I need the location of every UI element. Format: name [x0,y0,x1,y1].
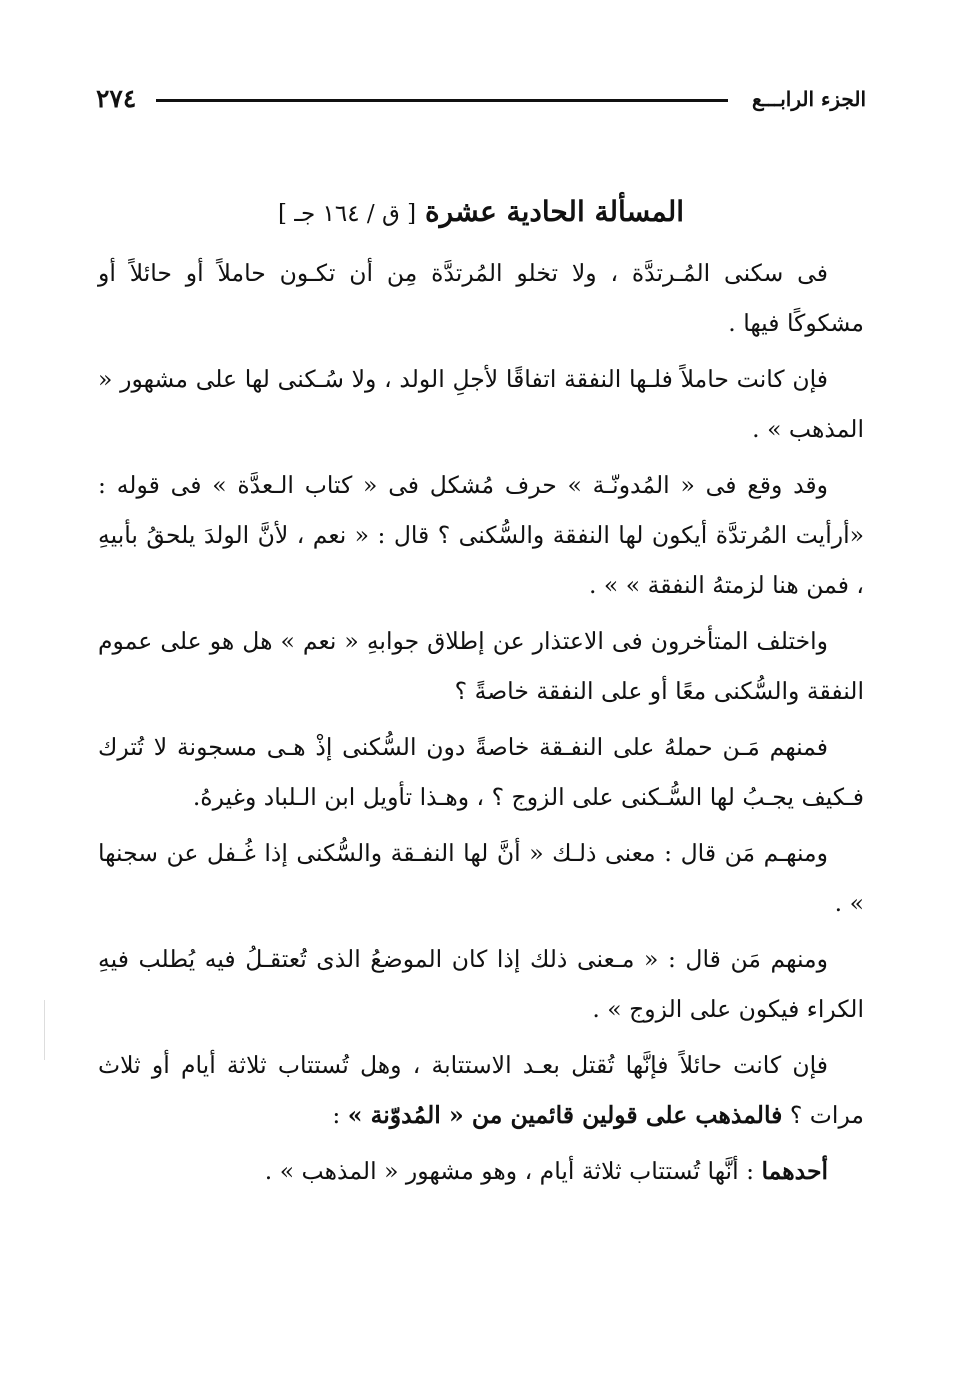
bold-phrase: فالمذهب على قولين قائمين من « المُدوّنة » [347,1101,783,1129]
paragraph-text: : أنَّها تُستتاب ثلاثة أيام ، وهو مشهور « المذهب » . [264,1157,762,1185]
paragraph: واختلف المتأخرون فى الاعتذار عن إطلاق جوابهِ « نعم » هل هو على عموم النفقة والسُّكنى معًا أو على النفقة خاصةً ؟ [98,627,864,705]
paragraph [98,1040,864,1140]
running-header [96,82,866,118]
bold-phrase: أحدهما [761,1157,828,1185]
page-body [98,188,864,1202]
part-title: الجزء الرابـــع [752,87,866,111]
section-title: المسألة الحادية عشرة [425,195,685,228]
paragraph: فإن كانت حاملاً فلـها النفقة اتفاقًا لأجلِ الولد ، ولا سُـكنى لها على مشهور « المذهب » . [98,365,864,443]
paragraph: فمنهم مَـن حملهُ على النفـقة خاصةً دون السُّكنى إذْ هـى مسجونة لا تُترك فـكيف يجـبُ لها السُّـكنى على الزوج ؟ ، وهـذا تأويل ابن الـلباد وغيرهُ. [98,733,864,811]
header-rule [156,99,728,102]
paragraph-text: : [332,1101,348,1129]
page-number: ٢٧٤ [96,84,137,113]
paragraph: فى سكنى المُـرتدَّة ، ولا تخلو المُرتدَّة مِن أن تكـون حاملاً أو حائلاً أو مشكوكًا فيها . [98,259,864,337]
manuscript-reference: [ ق / ١٦٤ جـ ] [277,201,417,227]
paragraph-text: فإن كانت حائلاً فإنَّها تُقتل بعـد الاستتابة ، وهل تُستتاب ثلاثة أيام أو ثلاث مرات ؟ [98,1051,864,1129]
paragraph: ومنهم مَن قال : « مـعنى ذلك إذا كان الموضعُ الذى تُعتقـلُ فيه يُطلب فيهِ الكراء فيكون على الزوج » . [98,945,864,1023]
section-heading [98,188,864,238]
paragraph: وقد وقع فى « المُدونّـة » حرف مُشكل فى « كتاب الـعدَّة » فى قوله : «أرأيت المُرتدَّة أيكون لها النفقة والسُّكنى ؟ قال : « نعم ، لأنَّ الولدَ يلحقُ بأبيهِ ، فمن هنا لزمتهُ النفقة » » . [98,471,864,599]
paragraph: ومنهـم مَن قال : معنى ذلـك « أنَّ لها النفـقة والسُّكنى إذا غُـفل عن سجنها » . [98,839,864,917]
scan-margin-mark [44,1000,45,1060]
paragraph [98,1146,864,1196]
